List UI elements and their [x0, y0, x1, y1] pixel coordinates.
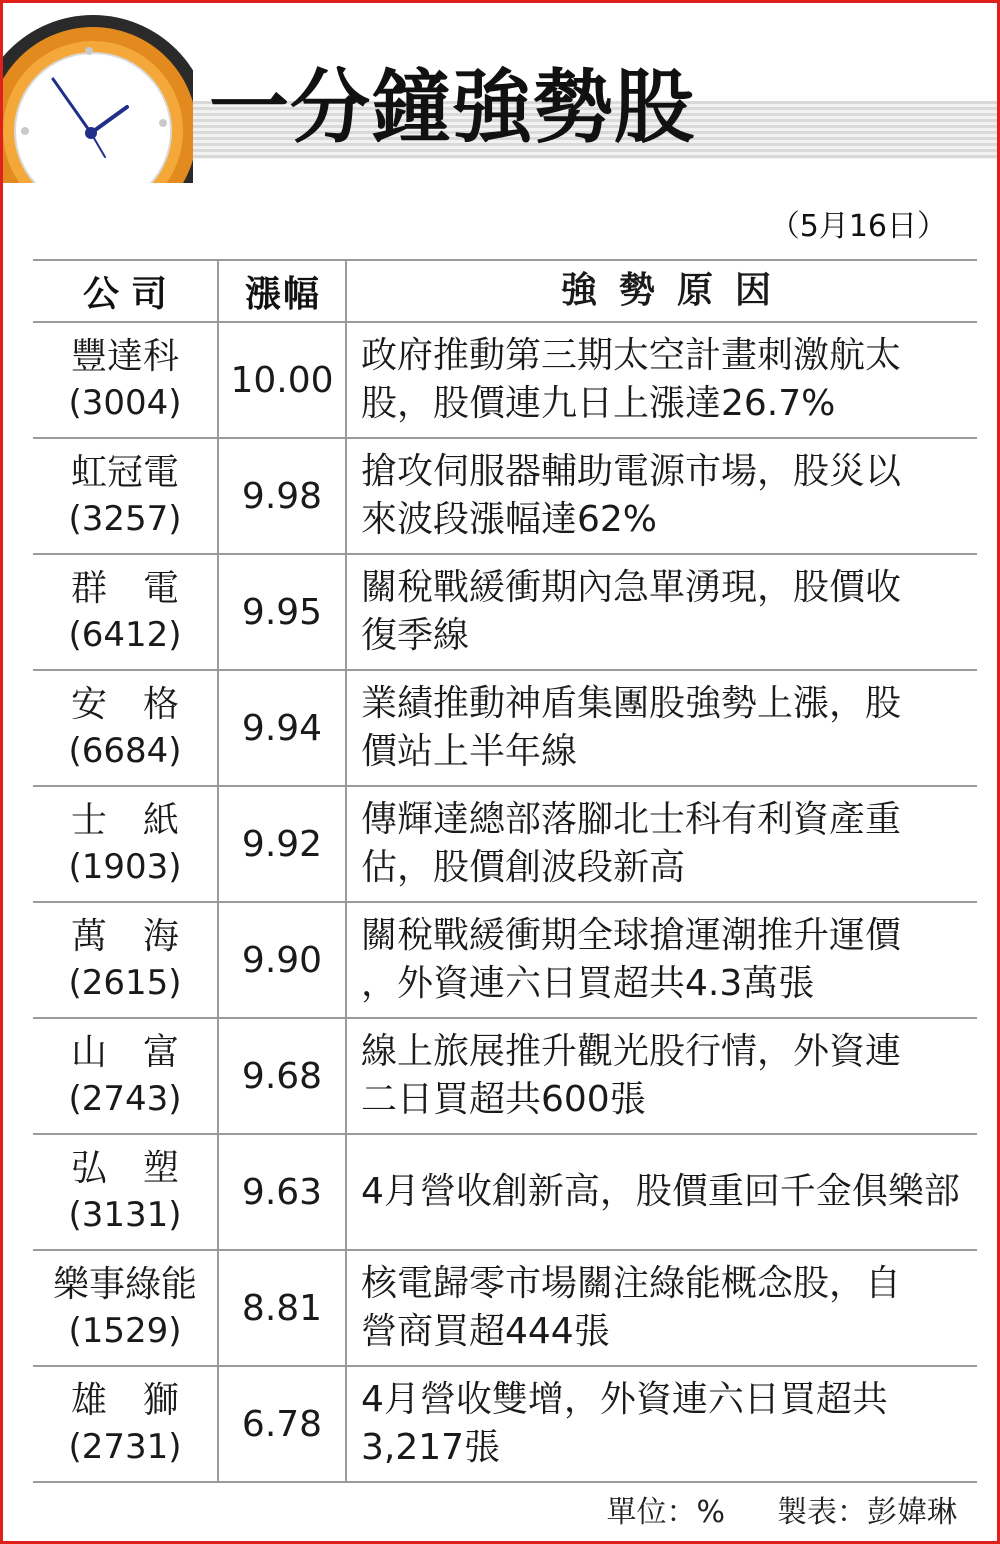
change-value: 9.63 [241, 1171, 323, 1213]
company-name: 虹冠電 [70, 452, 179, 493]
reason-cell [347, 1019, 977, 1133]
author-label: 製表：彭媁琳 [777, 1495, 957, 1530]
table-row [33, 555, 977, 671]
table-row [33, 903, 977, 1019]
change-value: 9.90 [241, 939, 323, 981]
table-row [33, 787, 977, 903]
company-name: 雄 獅 [70, 1380, 179, 1421]
change-value: 9.94 [241, 707, 323, 749]
company-name: 弘 塑 [70, 1148, 179, 1189]
header-company: 公司 [82, 273, 179, 315]
header-reason-cell [347, 261, 977, 321]
table-row [33, 1135, 977, 1251]
change-value: 6.78 [241, 1403, 323, 1445]
reason-cell [347, 1367, 977, 1481]
change-cell [219, 555, 347, 669]
reason-text: 政府推動第三期太空計畫刺激航太 股，股價連九日上漲達26.7% [361, 335, 902, 424]
header-reason: 強勢原因 [560, 270, 793, 311]
change-value: 8.81 [241, 1287, 323, 1329]
company-cell [33, 1019, 219, 1133]
reason-cell [347, 903, 977, 1017]
header-change-cell [219, 261, 347, 321]
change-value: 9.68 [241, 1055, 323, 1097]
stock-code: (3004) [68, 383, 182, 423]
reason-text: 關稅戰緩衝期全球搶運潮推升運價 ，外資連六日買超共4.3萬張 [361, 915, 902, 1004]
company-cell [33, 555, 219, 669]
change-value: 10.00 [230, 359, 334, 401]
reason-text: 線上旅展推升觀光股行情，外資連 二日買超共600張 [361, 1031, 902, 1120]
change-value: 9.92 [241, 823, 323, 865]
company-cell [33, 787, 219, 901]
stock-code: (1529) [68, 1311, 182, 1351]
change-cell [219, 323, 347, 437]
table-row [33, 323, 977, 439]
header [3, 3, 997, 183]
change-cell [219, 439, 347, 553]
company-cell [33, 1135, 219, 1249]
change-cell [219, 1367, 347, 1481]
reason-text: 業績推動神盾集團股強勢上漲，股 價站上半年線 [361, 683, 902, 772]
change-cell [219, 671, 347, 785]
company-name: 安 格 [70, 684, 179, 725]
table-body [33, 323, 977, 1483]
company-name: 豐達科 [70, 336, 179, 377]
table-row [33, 1367, 977, 1483]
change-cell [219, 1135, 347, 1249]
company-name: 山 富 [70, 1032, 179, 1073]
reason-text: 傳輝達總部落腳北士科有利資產重 估，股價創波段新高 [361, 799, 902, 888]
table-row [33, 671, 977, 787]
reason-cell [347, 1251, 977, 1365]
stock-code: (3257) [68, 499, 182, 539]
company-cell [33, 671, 219, 785]
company-cell [33, 1367, 219, 1481]
company-cell [33, 1251, 219, 1365]
company-cell [33, 323, 219, 437]
table-row [33, 439, 977, 555]
change-value: 9.95 [241, 591, 323, 633]
reason-text: 4月營收創新高，股價重回千金俱樂部 [361, 1171, 960, 1212]
strong-stocks-table [33, 259, 977, 1483]
reason-cell [347, 671, 977, 785]
table-row [33, 1251, 977, 1367]
reason-cell [347, 323, 977, 437]
change-value: 9.98 [241, 475, 323, 517]
company-name: 士 紙 [70, 800, 179, 841]
change-cell [219, 1019, 347, 1133]
reason-cell [347, 1135, 977, 1249]
table-header-row [33, 261, 977, 323]
reason-cell [347, 555, 977, 669]
reason-cell [347, 787, 977, 901]
reason-text: 搶攻伺服器輔助電源市場，股災以 來波段漲幅達62% [361, 451, 902, 540]
stock-code: (2743) [68, 1079, 182, 1119]
stock-code: (2731) [68, 1427, 182, 1467]
stock-code: (6684) [68, 731, 182, 771]
company-cell [33, 439, 219, 553]
clock-icon [3, 3, 193, 183]
company-name: 萬 海 [70, 916, 179, 957]
date-label: （5月16日） [769, 209, 947, 244]
change-cell [219, 903, 347, 1017]
company-cell [33, 903, 219, 1017]
change-cell [219, 1251, 347, 1365]
stock-code: (2615) [68, 963, 182, 1003]
stock-code: (6412) [68, 615, 182, 655]
reason-cell [347, 439, 977, 553]
header-company-cell [33, 261, 219, 321]
company-name: 樂事綠能 [52, 1264, 197, 1305]
reason-text: 關稅戰緩衝期內急單湧現，股價收 復季線 [361, 567, 902, 656]
reason-text: 4月營收雙增，外資連六日買超共 3,217張 [361, 1379, 888, 1468]
footer [606, 1491, 957, 1535]
unit-label: 單位：% [606, 1495, 725, 1530]
change-cell [219, 787, 347, 901]
stock-code: (1903) [68, 847, 182, 887]
reason-text: 核電歸零市場關注綠能概念股，自 營商買超444張 [361, 1263, 902, 1352]
table-row [33, 1019, 977, 1135]
header-change: 漲幅 [244, 273, 321, 315]
stock-code: (3131) [68, 1195, 182, 1235]
page-title: 一分鐘強勢股 [209, 61, 695, 154]
company-name: 群 電 [70, 568, 179, 609]
